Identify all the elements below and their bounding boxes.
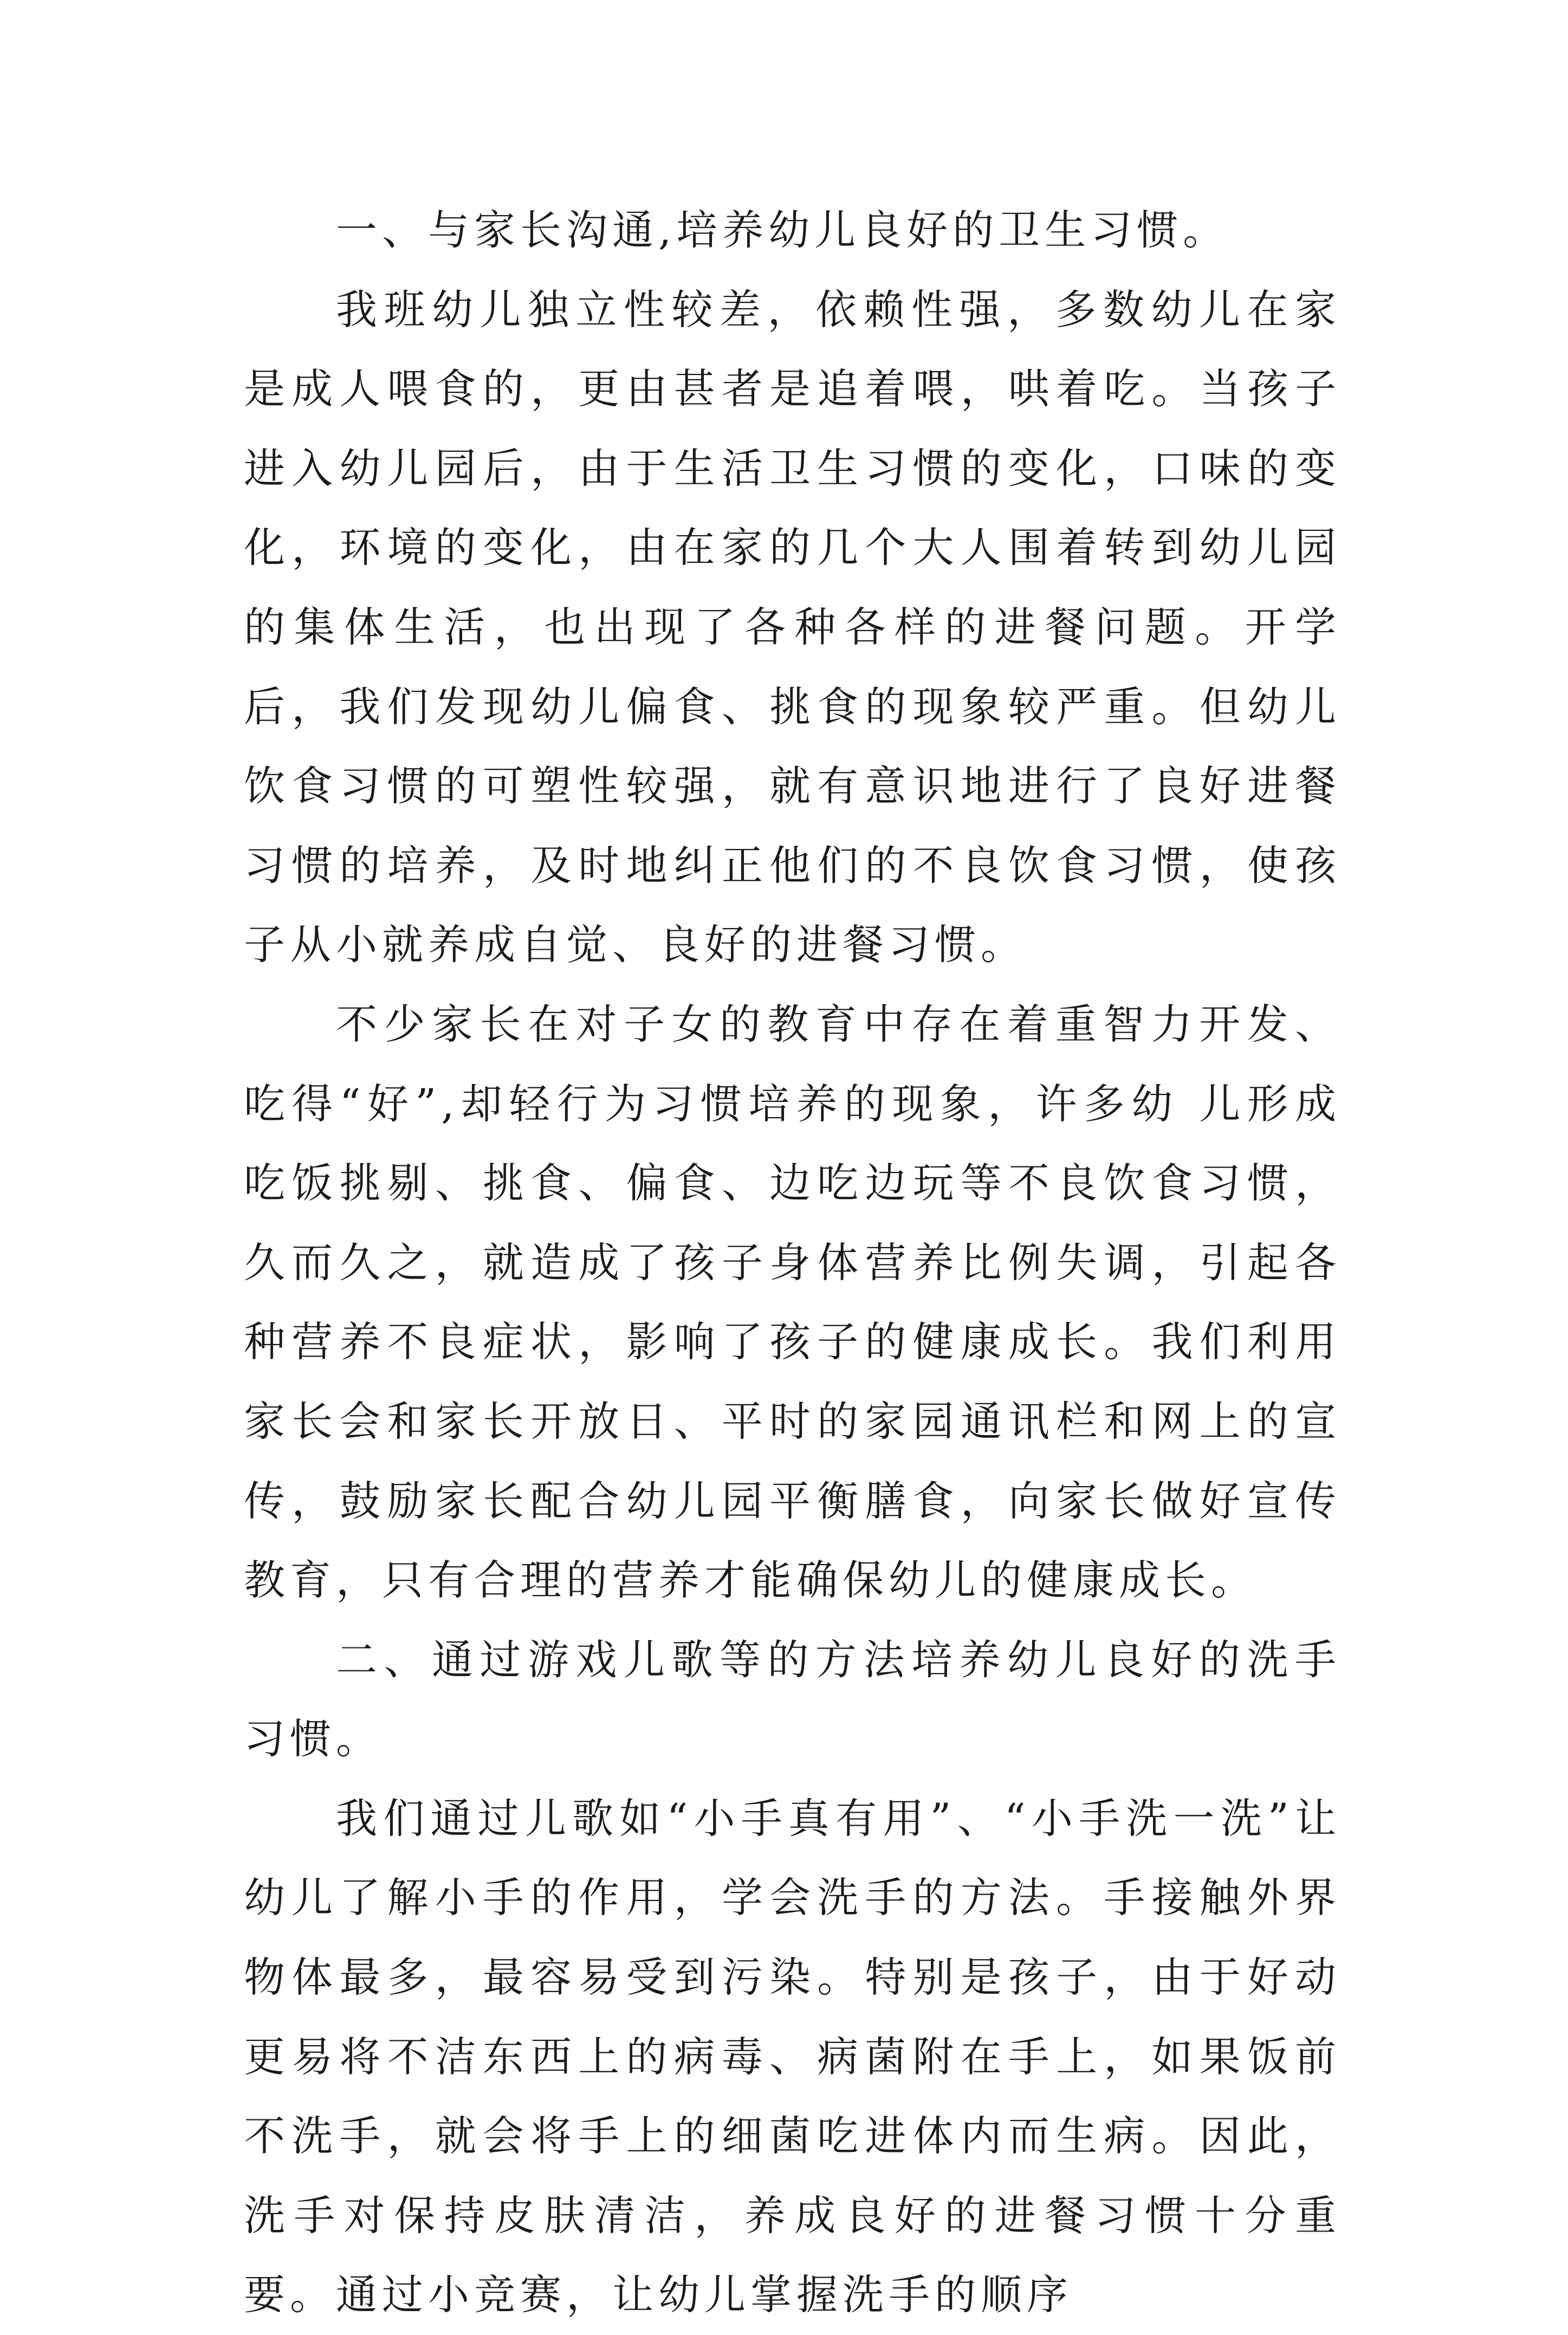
paragraph-2: 不少家长在对子女的教育中存在着重智力开发、吃得“好”,却轻行为习惯培养的现象，许多幼 儿形成吃饭挑剔、挑食、偏食、边吃边玩等不良饮食习惯，久而久之，就造成了孩子身体营养比例失调，引起各种营养不良症状，影响了孩子的健康成长。我们利用家长会和家长开放日、平时的家园通讯栏和网上的宣传，鼓励家长配合幼儿园平衡膳食，向家长做好宣传教育，只有合理的营养才能确保幼儿的健康成长。 (244, 1000, 1341, 1605)
document-body (244, 191, 1341, 2335)
section-heading-2: 二、通过游戏儿歌等的方法培养幼儿良好的洗手习惯。 (244, 1635, 1341, 1763)
paragraph-1: 我班幼儿独立性较差，依赖性强，多数幼儿在家是成人喂食的，更由甚者是追着喂，哄着吃。当孩子进入幼儿园后，由于生活卫生习惯的变化，口味的变化，环境的变化，由在家的几个大人围着转到幼儿园的集体生活，也出现了各种各样的进餐问题。开学后，我们发现幼儿偏食、挑食的现象较严重。但幼儿饮食习惯的可塑性较强，就有意识地进行了良好进餐习惯的培养，及时地纠正他们的不良饮食习惯，使孩子从小就养成自觉、良好的进餐习惯。 (244, 285, 1341, 969)
section-heading-1: 一、与家长沟通,培养幼儿良好的卫生习惯。 (336, 206, 1229, 254)
paragraph-3: 我们通过儿歌如“小手真有用”、“小手洗一洗”让幼儿了解小手的作用，学会洗手的方法。手接触外界物体最多，最容易受到污染。特别是孩子，由于好动更易将不洁东西上的病毒、病菌附在手上，如果饭前不洗手，就会将手上的细菌吃进体内而生病。因此，洗手对保持皮肤清洁，养成良好的进餐习惯十分重要。通过小竞赛，让幼儿掌握洗手的顺序 (244, 1794, 1341, 2319)
